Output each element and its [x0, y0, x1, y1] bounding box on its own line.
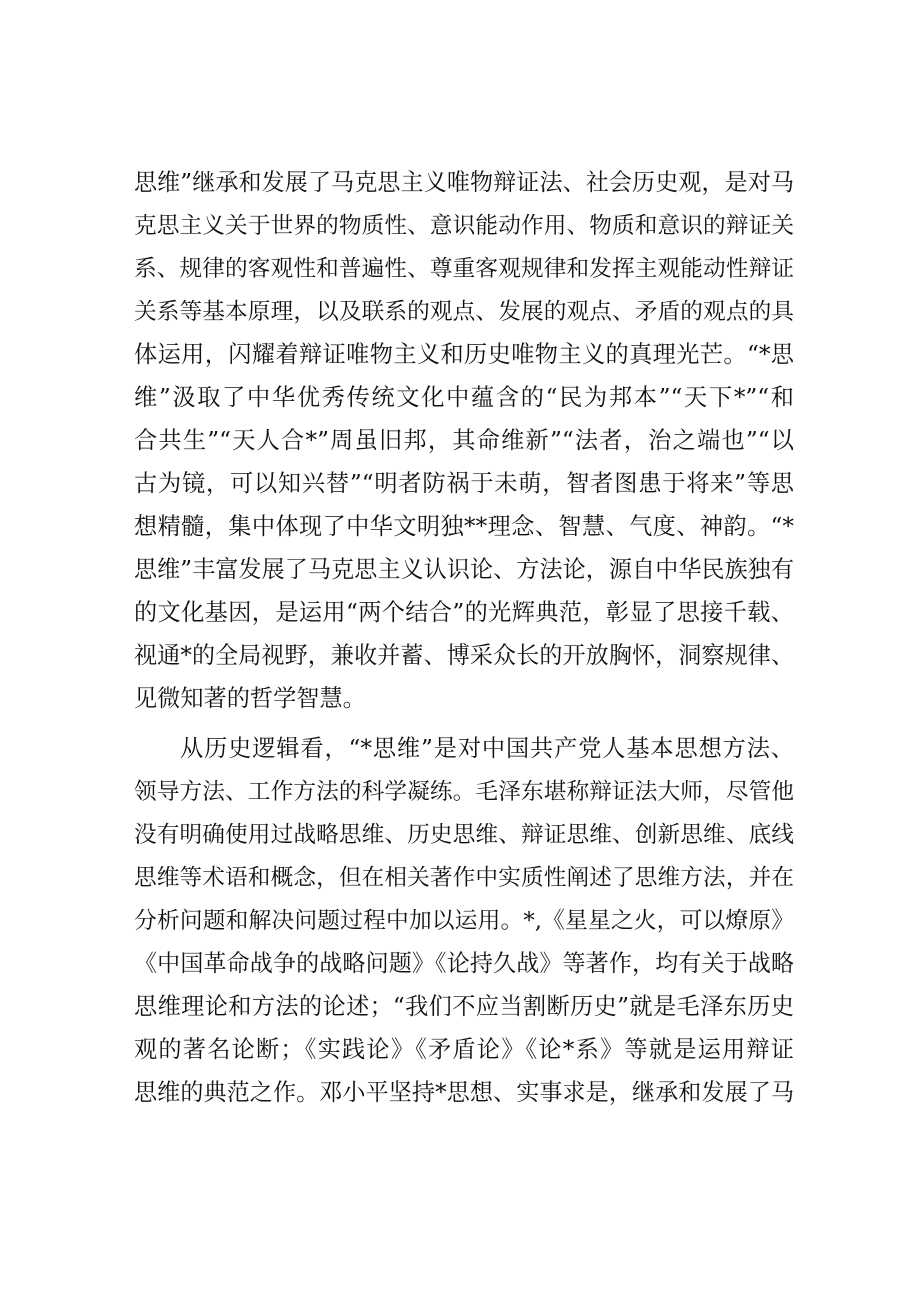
text-line: 合共生”“天人合*”周虽旧邦，其命维新”“法者，治之端也”“以: [134, 427, 794, 454]
text-line: 思维理论和方法的论述；“我们不应当割断历史”就是毛泽东历史: [134, 993, 794, 1020]
text-line: 领导方法、工作方法的科学凝练。毛泽东堪称辩证法大师，尽管他: [134, 779, 794, 805]
text-line: 克思主义关于世界的物质性、意识能动作用、物质和意识的辩证关: [134, 213, 794, 239]
text-line: 分析问题和解决问题过程中加以运用。*,《星星之火，可以燎原》: [134, 908, 794, 934]
text-line: 观的著名论断；《实践论》《矛盾论》《论*系》等就是运用辩证: [134, 1036, 794, 1063]
text-line: 维”汲取了中华优秀传统文化中蕴含的“民为邦本”“天下*”“和: [134, 384, 794, 411]
text-line: 思维”继承和发展了马克思主义唯物辩证法、社会历史观，是对马: [134, 170, 794, 196]
text-line: 关系等基本原理，以及联系的观点、发展的观点、矛盾的观点的具: [134, 299, 794, 325]
text-line: 系、规律的客观性和普遍性、尊重客观规律和发挥主观能动性辩证: [134, 256, 794, 282]
text-line: 思维的典范之作。邓小平坚持*思想、实事求是，继承和发展了马: [134, 1080, 794, 1106]
text-line: 从历史逻辑看，“*思维”是对中国共产党人基本思想方法、: [180, 735, 794, 762]
text-line: 想精髓，集中体现了中华文明独**理念、智慧、气度、神韵。“*: [134, 513, 794, 540]
text-line: 古为镜，可以知兴替”“明者防祸于未萌，智者图患于将来”等思: [134, 470, 794, 497]
text-line: 的文化基因，是运用“两个结合”的光辉典范，彰显了思接千载、: [134, 599, 794, 626]
text-line: 见微知著的哲学智慧。: [134, 685, 366, 712]
text-line: 《中国革命战争的战略问题》《论持久战》等著作，均有关于战略: [134, 951, 794, 977]
text-line: 体运用，闪耀着辩证唯物主义和历史唯物主义的真理光芒。“*思: [134, 341, 794, 368]
text-line: 没有明确使用过战略思维、历史思维、辩证思维、创新思维、底线: [134, 822, 794, 848]
text-line: 思维等术语和概念，但在相关著作中实质性阐述了思维方法，并在: [134, 865, 794, 891]
text-line: 思维”丰富发展了马克思主义认识论、方法论，源自中华民族独有: [134, 557, 794, 583]
text-line: 视通*的全局视野，兼收并蓄、博采众长的开放胸怀，洞察规律、: [134, 643, 794, 669]
